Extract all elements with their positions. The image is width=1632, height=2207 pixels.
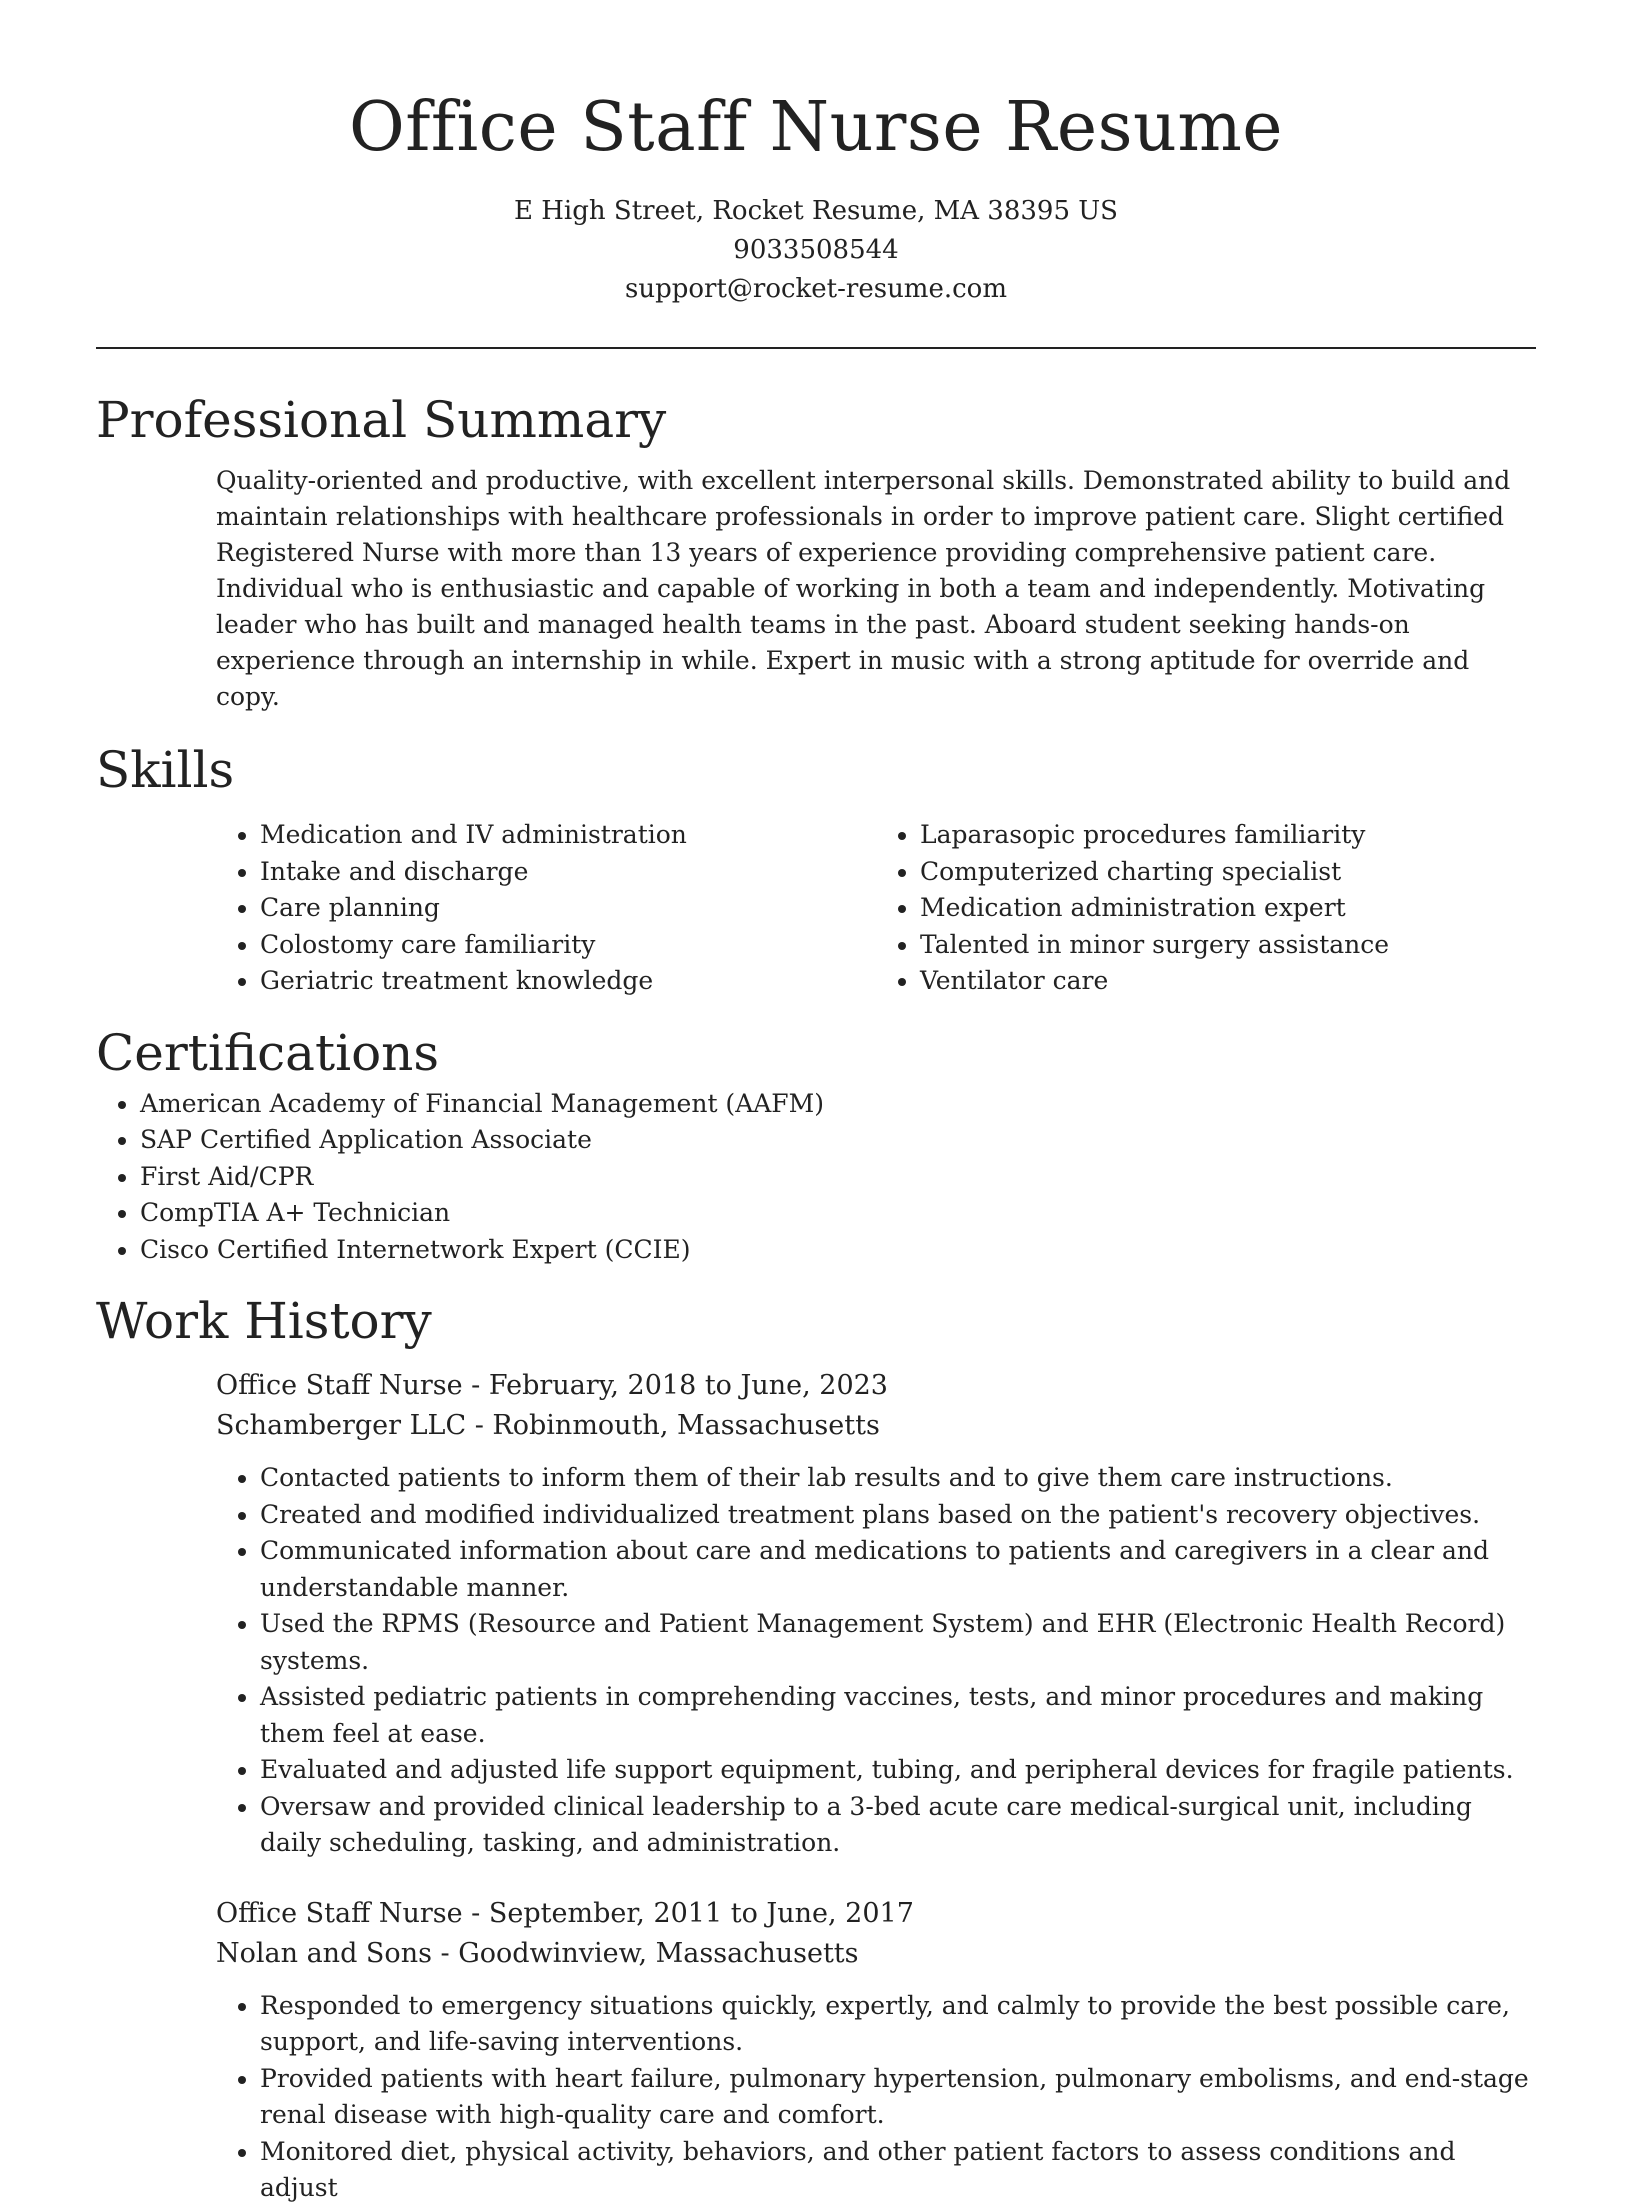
job-title-dates: Office Staff Nurse - February, 2018 to June, 2023 (216, 1370, 888, 1401)
skill-item: • Laparasopic procedures familiarity (920, 817, 1536, 854)
skill-item: • Intake and discharge (260, 854, 876, 891)
skill-item: • Colostomy care familiarity (260, 927, 876, 964)
job-duties-list (216, 1988, 1536, 2207)
certifications-list (96, 1086, 1536, 1269)
job-duty-item: • Responded to emergency situations quickly, expertly, and calmly to provide the best possible care, support, and life-saving interventions. (260, 1988, 1536, 2061)
job-duty-item: • Communicated information about care and medications to patients and caregivers in a clear and understandable manner. (260, 1533, 1536, 1606)
job-duty-item: • Oversaw and provided clinical leadership to a 3-bed acute care medical-surgical unit, including daily scheduling, tasking, and administration. (260, 1789, 1536, 1862)
header-divider (96, 347, 1536, 349)
contact-address: E High Street, Rocket Resume, MA 38395 US (514, 196, 1118, 226)
certifications-heading: Certifications (96, 1023, 440, 1082)
job-duty-item: • Evaluated and adjusted life support equipment, tubing, and peripheral devices for fragile patients. (260, 1752, 1536, 1789)
job-entry (216, 1894, 1536, 2207)
work-history-section (96, 1288, 1536, 2207)
skill-item: • Care planning (260, 890, 876, 927)
summary-section (96, 387, 1536, 715)
certification-item: • First Aid/CPR (140, 1159, 1536, 1196)
certification-item: • CompTIA A+ Technician (140, 1195, 1536, 1232)
job-company-location: Nolan and Sons - Goodwinview, Massachusetts (216, 1937, 859, 1969)
certifications-section (96, 1020, 1536, 1269)
resume-title: Office Staff Nurse Resume (348, 88, 1284, 167)
skills-columns (216, 817, 1536, 1000)
job-duty-item: • Provided patients with heart failure, pulmonary hypertension, pulmonary embolisms, and end-stage renal disease with high-quality care and comfort. (260, 2061, 1536, 2134)
job-title-dates: Office Staff Nurse - September, 2011 to June, 2017 (216, 1897, 914, 1929)
job-company-location: Schamberger LLC - Robinmouth, Massachusetts (216, 1410, 880, 1441)
job-duties-list (216, 1460, 1536, 1862)
job-duty-item: • Assisted pediatric patients in comprehending vaccines, tests, and minor procedures and making them feel at ease. (260, 1679, 1536, 1752)
job-entry (216, 1366, 1536, 1862)
contact-phone: 9033508544 (733, 235, 899, 265)
skills-list-right (876, 817, 1536, 1000)
certification-item: • SAP Certified Application Associate (140, 1122, 1536, 1159)
summary-heading: Professional Summary (96, 391, 667, 449)
summary-text: Quality-oriented and productive, with excellent interpersonal skills. Demonstrated ability to build and maintain relationships with healthcare professionals in order to improve patient care. Slight certified Registered Nurse with more than 13 years of experience providing comprehensive patient care. Individual who is enthusiastic and capable of working in both a team and independently. Motivating leader who has built and managed health teams in the past. Aboard student seeking hands-on experience through an internship in while. Expert in music with a strong aptitude for override and copy. (216, 466, 1511, 711)
work-history-heading: Work History (96, 1292, 432, 1350)
skill-item: • Medication administration expert (920, 890, 1536, 927)
skill-item: • Computerized charting specialist (920, 854, 1536, 891)
skills-section (96, 737, 1536, 1000)
skill-item: • Geriatric treatment knowledge (260, 963, 876, 1000)
job-duty-item: • Contacted patients to inform them of their lab results and to give them care instructions. (260, 1460, 1536, 1497)
skill-item: • Medication and IV administration (260, 817, 876, 854)
skills-list-left (216, 817, 876, 1000)
certification-item: • American Academy of Financial Management (AAFM) (140, 1086, 1536, 1123)
job-duty-item: • Created and modified individualized treatment plans based on the patient's recovery objectives. (260, 1497, 1536, 1534)
resume-header (96, 0, 1536, 309)
skills-heading: Skills (96, 741, 235, 799)
contact-email: support@rocket-resume.com (624, 274, 1007, 304)
certification-item: • Cisco Certified Internetwork Expert (CCIE) (140, 1232, 1536, 1269)
job-duty-item: • Monitored diet, physical activity, behaviors, and other patient factors to assess conditions and adjust (260, 2134, 1536, 2207)
skill-item: • Ventilator care (920, 963, 1536, 1000)
skill-item: • Talented in minor surgery assistance (920, 927, 1536, 964)
job-duty-item: • Used the RPMS (Resource and Patient Management System) and EHR (Electronic Health Record) systems. (260, 1606, 1536, 1679)
